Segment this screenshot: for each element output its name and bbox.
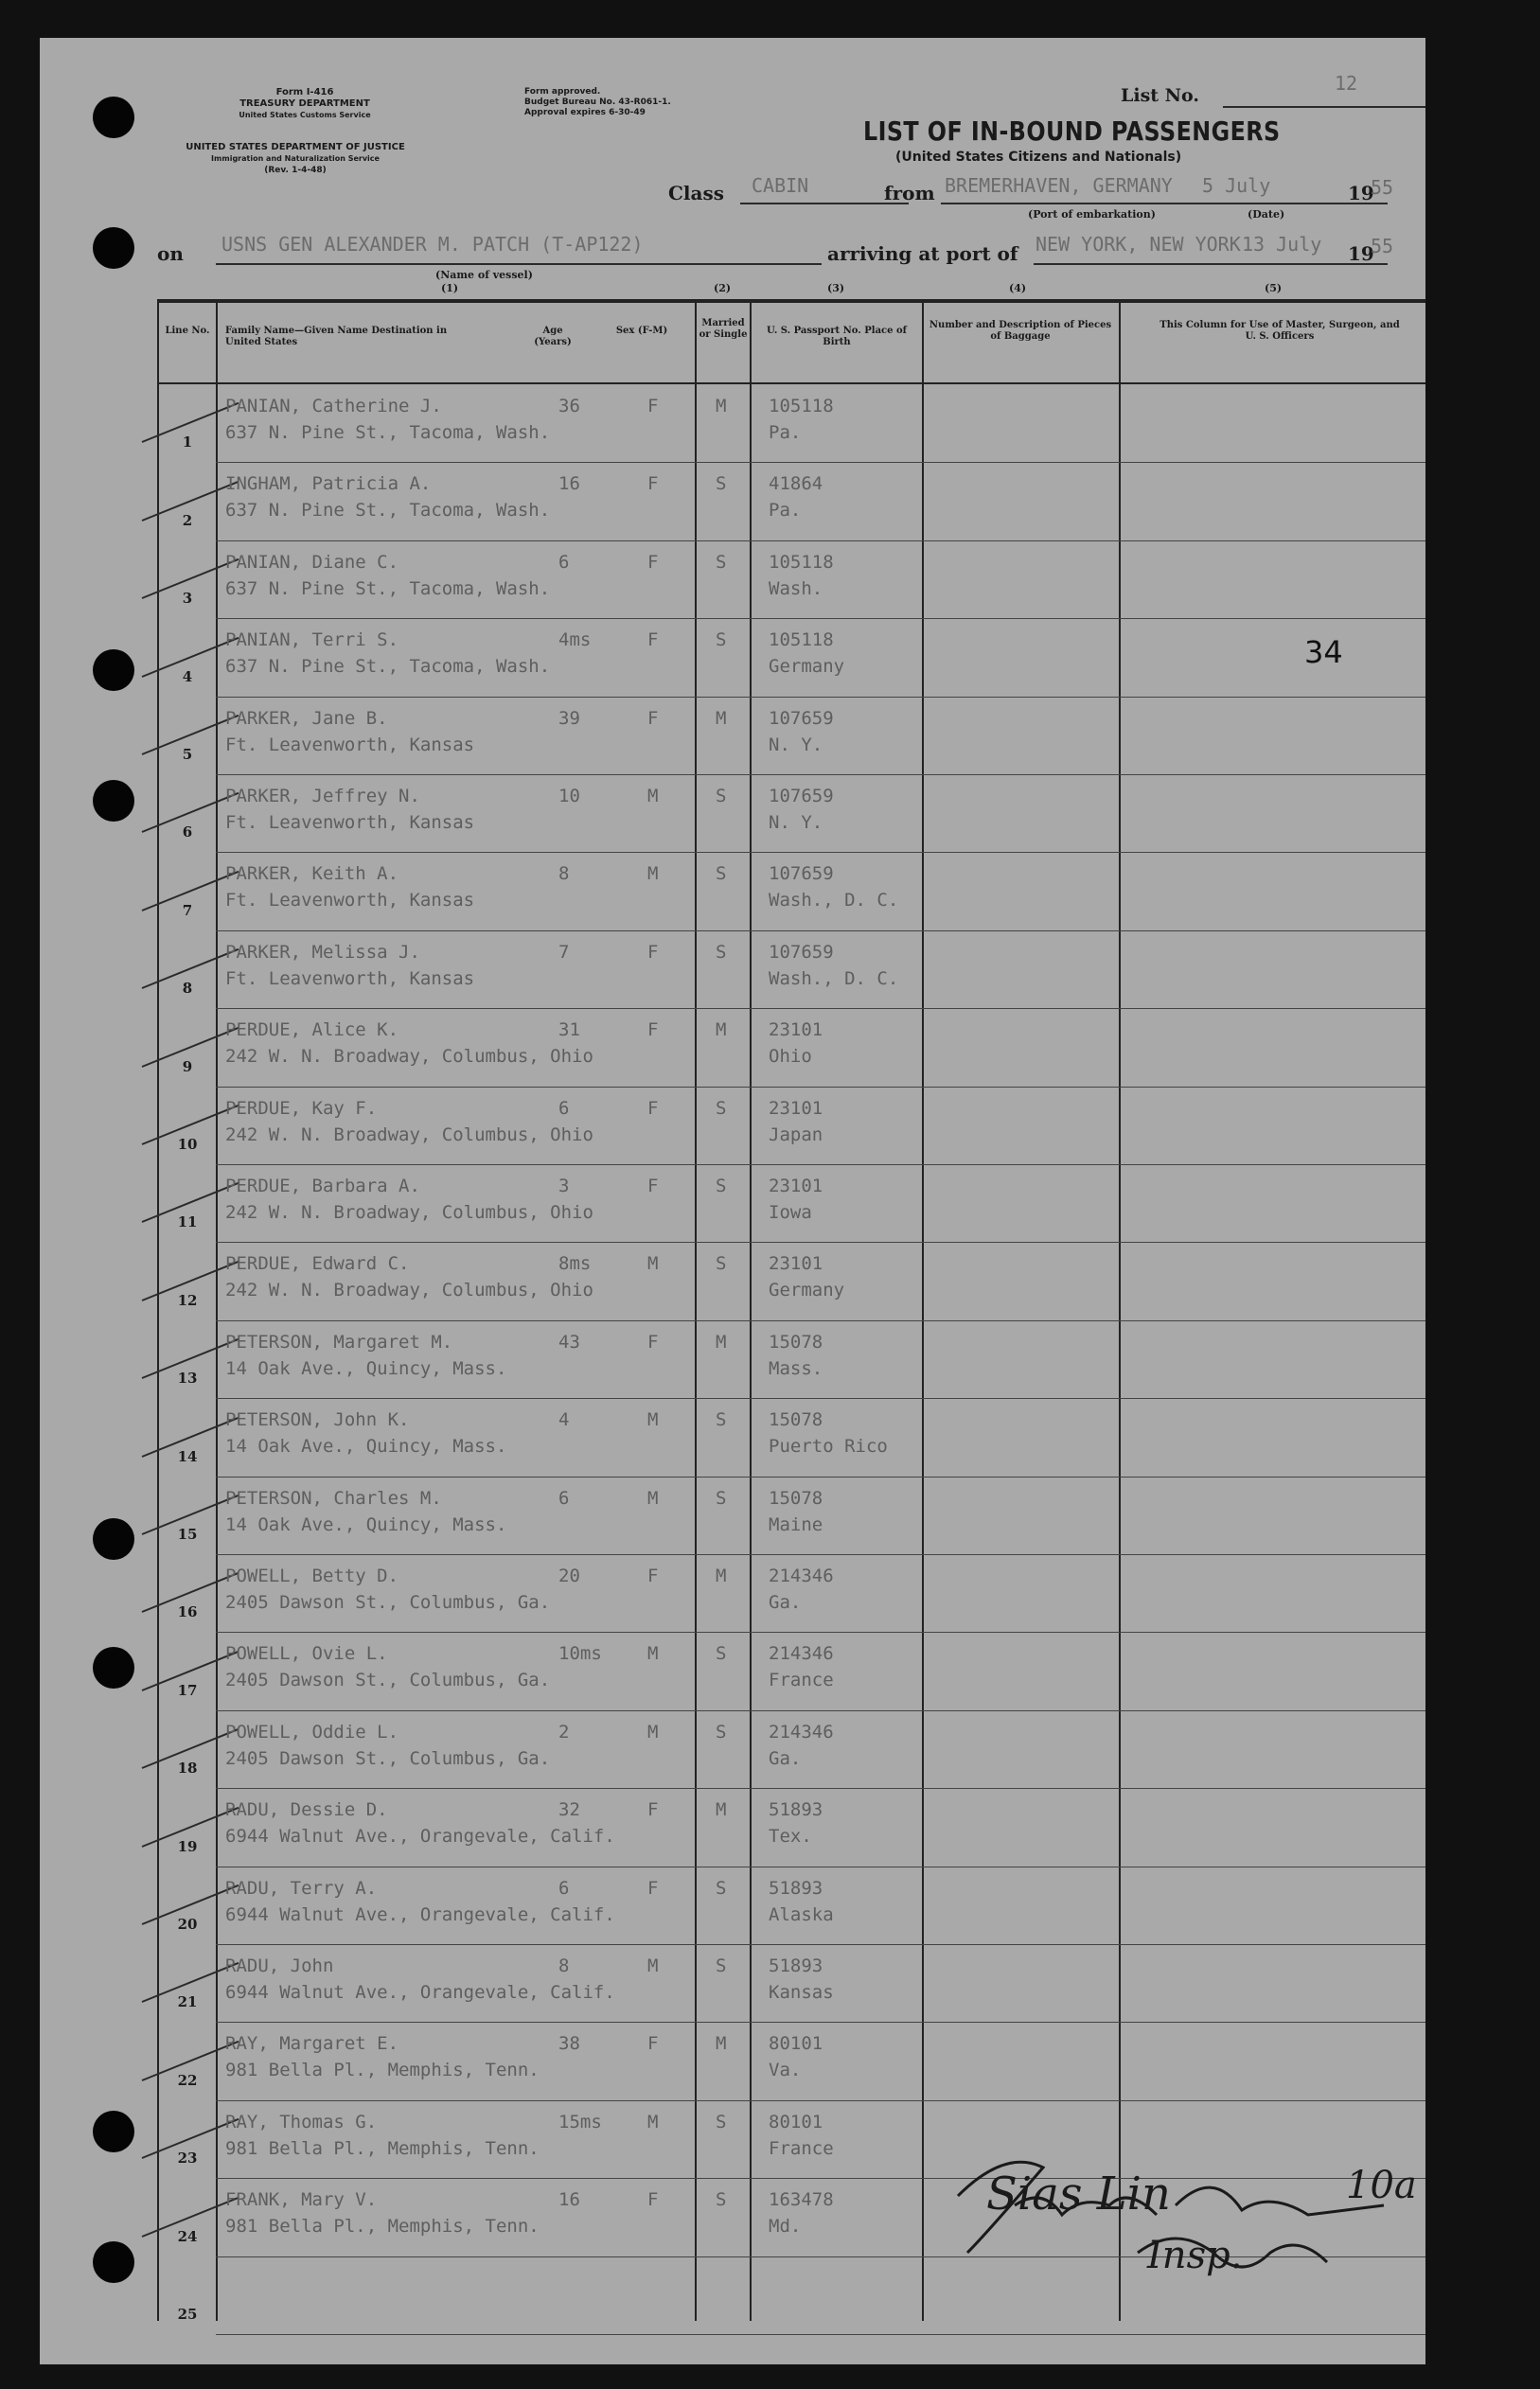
place-of-birth: N. Y. <box>769 734 823 755</box>
line-number: 7 <box>182 902 193 919</box>
class-label: Class <box>668 182 724 204</box>
passport-number: 23101 <box>769 1253 823 1274</box>
passenger-marital: S <box>716 1643 727 1664</box>
passenger-age: 7 <box>558 942 570 963</box>
ins-label: Immigration and Naturalization Service <box>211 154 380 163</box>
table-row-rule <box>216 1477 1425 1478</box>
treasury-label: TREASURY DEPARTMENT <box>239 98 370 109</box>
passenger-destination: 2405 Dawson St., Columbus, Ga. <box>225 1748 551 1769</box>
from-date: 5 July <box>1202 174 1271 197</box>
passenger-destination: 2405 Dawson St., Columbus, Ga. <box>225 1592 551 1613</box>
passenger-sex: F <box>647 473 659 494</box>
passenger-sex: F <box>647 629 659 650</box>
passenger-sex: M <box>647 1643 659 1664</box>
passenger-age: 38 <box>558 2033 580 2054</box>
place-of-birth: Mass. <box>769 1358 823 1379</box>
place-of-birth: Ga. <box>769 1748 802 1769</box>
col-num-3: (3) <box>827 282 845 294</box>
place-of-birth: Wash., D. C. <box>769 968 899 989</box>
line-number: 5 <box>182 746 193 763</box>
passenger-age: 8 <box>558 863 570 884</box>
passport-number: 80101 <box>769 2033 823 2054</box>
passenger-marital: S <box>716 629 727 650</box>
year2-prefix: 19 <box>1348 242 1374 265</box>
passenger-sex: F <box>647 708 659 729</box>
passenger-destination: 637 N. Pine St., Tacoma, Wash. <box>225 500 551 521</box>
passenger-marital: S <box>716 1409 727 1430</box>
form-number: Form I-416 <box>275 87 334 97</box>
passenger-sex: M <box>647 786 659 806</box>
col-num-1: (1) <box>441 282 459 294</box>
vessel-caption: (Name of vessel) <box>435 269 533 281</box>
place-of-birth: Germany <box>769 656 845 677</box>
place-of-birth: Ohio <box>769 1046 812 1067</box>
passenger-sex: F <box>647 1098 659 1119</box>
table-head-rule <box>157 382 1425 384</box>
place-of-birth: Japan <box>769 1124 823 1145</box>
passport-number: 41864 <box>769 473 823 494</box>
line-number: 1 <box>182 434 193 451</box>
line-number: 16 <box>177 1603 198 1620</box>
passenger-name: PERDUE, Barbara A. <box>225 1176 420 1196</box>
passenger-destination: 6944 Walnut Ave., Orangevale, Calif. <box>225 1826 615 1847</box>
passenger-sex: M <box>647 2112 659 2132</box>
passenger-destination: 981 Bella Pl., Memphis, Tenn. <box>225 2060 540 2080</box>
signature-graphic <box>929 2130 1422 2319</box>
passenger-name: RAY, Thomas G. <box>225 2112 378 2132</box>
passenger-name: RAY, Margaret E. <box>225 2033 399 2054</box>
passenger-age: 2 <box>558 1722 570 1743</box>
passenger-sex: M <box>647 1722 659 1743</box>
table-row-rule <box>216 1320 1425 1321</box>
table-row-rule <box>216 1087 1425 1088</box>
passenger-destination: Ft. Leavenworth, Kansas <box>225 734 475 755</box>
passenger-destination: 242 W. N. Broadway, Columbus, Ohio <box>225 1280 593 1301</box>
passenger-destination: 242 W. N. Broadway, Columbus, Ohio <box>225 1202 593 1223</box>
passenger-marital: M <box>716 1332 727 1353</box>
passenger-marital: S <box>716 1878 727 1899</box>
table-row-rule <box>216 1710 1425 1711</box>
table-row-rule <box>216 1788 1425 1789</box>
place-of-birth: Wash. <box>769 578 823 599</box>
signature <box>929 2130 1422 2319</box>
passenger-marital: S <box>716 942 727 963</box>
table-row-rule <box>216 2100 1425 2101</box>
passport-number: 214346 <box>769 1722 834 1743</box>
passenger-age: 36 <box>558 396 580 416</box>
passenger-sex: M <box>647 863 659 884</box>
passport-number: 105118 <box>769 396 834 416</box>
passenger-destination: 981 Bella Pl., Memphis, Tenn. <box>225 2138 540 2159</box>
list-no-value: 12 <box>1335 72 1358 95</box>
passenger-name: PARKER, Jane B. <box>225 708 388 729</box>
signature-sub: Insp. <box>1147 2234 1243 2277</box>
passenger-age: 3 <box>558 1176 570 1196</box>
col-num-5: (5) <box>1265 282 1283 294</box>
line-number: 4 <box>182 668 193 685</box>
punch-hole <box>93 780 134 822</box>
year-prefix: 19 <box>1348 182 1374 204</box>
signature-text: Sias Lin <box>986 2168 1171 2221</box>
line-number: 15 <box>177 1526 198 1543</box>
vessel-rule <box>216 263 822 265</box>
place-of-birth: Puerto Rico <box>769 1436 888 1457</box>
passenger-sex: F <box>647 1332 659 1353</box>
place-of-birth: Wash., D. C. <box>769 890 899 911</box>
line-number: 18 <box>177 1760 198 1777</box>
line-number: 3 <box>182 590 193 607</box>
passenger-marital: M <box>716 396 727 416</box>
passport-number: 51893 <box>769 1799 823 1820</box>
table-row-rule <box>216 1398 1425 1399</box>
on-label: on <box>157 242 184 265</box>
line-number: 23 <box>177 2150 198 2167</box>
passenger-sex: M <box>647 1253 659 1274</box>
budget-label: Budget Bureau No. 43-R061-1. <box>524 97 671 107</box>
passport-number: 23101 <box>769 1098 823 1119</box>
table-row-rule <box>216 618 1425 619</box>
col-head-name: Family Name—Given Name Destination in United States <box>225 326 448 347</box>
passenger-destination: 981 Bella Pl., Memphis, Tenn. <box>225 2216 540 2237</box>
line-number: 6 <box>182 823 193 841</box>
passport-number: 15078 <box>769 1409 823 1430</box>
line-number: 25 <box>177 2306 198 2323</box>
passenger-sex: M <box>647 1409 659 1430</box>
passenger-destination: 637 N. Pine St., Tacoma, Wash. <box>225 578 551 599</box>
date-caption: (Date) <box>1248 208 1285 221</box>
passenger-name: RADU, Dessie D. <box>225 1799 388 1820</box>
passenger-sex: F <box>647 942 659 963</box>
passenger-age: 6 <box>558 552 570 573</box>
customs-label: United States Customs Service <box>239 111 371 119</box>
passenger-destination: 6944 Walnut Ave., Orangevale, Calif. <box>225 1982 615 2003</box>
col-num-2: (2) <box>714 282 732 294</box>
passenger-destination: Ft. Leavenworth, Kansas <box>225 812 475 833</box>
arrive-port: NEW YORK, NEW YORK <box>1036 233 1241 256</box>
passport-number: 107659 <box>769 863 834 884</box>
punch-hole <box>93 227 134 269</box>
table-row-rule <box>216 540 1425 541</box>
list-no-label: List No. <box>1121 85 1199 106</box>
passenger-age: 39 <box>558 708 580 729</box>
line-number: 13 <box>177 1370 198 1387</box>
passenger-name: POWELL, Oddie L. <box>225 1722 399 1743</box>
punch-hole <box>93 2111 134 2152</box>
punch-hole <box>93 1647 134 1689</box>
passenger-age: 10 <box>558 786 580 806</box>
table-row-rule <box>216 1944 1425 1945</box>
line-number: 10 <box>177 1136 198 1153</box>
passenger-name: PANIAN, Catherine J. <box>225 396 442 416</box>
punch-hole <box>93 1518 134 1560</box>
line-number: 24 <box>177 2228 198 2245</box>
passenger-destination: 6944 Walnut Ave., Orangevale, Calif. <box>225 1904 615 1925</box>
passenger-name: RADU, John <box>225 1955 334 1976</box>
passenger-name: RADU, Terry A. <box>225 1878 378 1899</box>
passport-number: 107659 <box>769 708 834 729</box>
passenger-name: PARKER, Keith A. <box>225 863 399 884</box>
passenger-marital: S <box>716 1722 727 1743</box>
passenger-age: 8ms <box>558 1253 592 1274</box>
class-value: CABIN <box>752 174 809 197</box>
table-row-rule <box>216 930 1425 931</box>
place-of-birth: Tex. <box>769 1826 812 1847</box>
passenger-marital: S <box>716 1253 727 1274</box>
passport-number: 23101 <box>769 1176 823 1196</box>
passenger-marital: S <box>716 552 727 573</box>
punch-hole <box>93 2241 134 2283</box>
passenger-destination: Ft. Leavenworth, Kansas <box>225 890 475 911</box>
justice-block <box>144 142 447 176</box>
col-head-baggage: Number and Description of Pieces of Baggage <box>929 320 1112 342</box>
from-rule <box>941 203 1388 204</box>
passenger-marital: M <box>716 1566 727 1586</box>
passenger-age: 10ms <box>558 1643 602 1664</box>
arrive-date: 13 July <box>1242 233 1322 256</box>
col-head-line: Line No. <box>165 326 210 336</box>
table-col-line <box>157 299 159 2321</box>
table-row-rule <box>216 1242 1425 1243</box>
table-col-line <box>750 299 752 2321</box>
passport-number: 163478 <box>769 2189 834 2210</box>
passenger-marital: S <box>716 2112 727 2132</box>
passport-number: 15078 <box>769 1332 823 1353</box>
table-col-line <box>695 299 697 2321</box>
passport-number: 105118 <box>769 629 834 650</box>
place-of-birth: Pa. <box>769 500 802 521</box>
place-of-birth: Va. <box>769 2060 802 2080</box>
table-row-rule <box>216 2022 1425 2023</box>
passport-number: 51893 <box>769 1955 823 1976</box>
place-of-birth: Maine <box>769 1514 823 1535</box>
officer-note: 34 <box>1304 634 1343 670</box>
passenger-sex: F <box>647 1799 659 1820</box>
passenger-name: PERDUE, Edward C. <box>225 1253 410 1274</box>
place-of-birth: Md. <box>769 2216 802 2237</box>
passenger-sex: F <box>647 552 659 573</box>
approved-label: Form approved. <box>524 87 601 97</box>
vessel-name: USNS GEN ALEXANDER M. PATCH (T-AP122) <box>221 233 644 256</box>
document-page <box>40 38 1425 2364</box>
col-head-passport: U. S. Passport No. Place of Birth <box>767 326 907 347</box>
passenger-age: 6 <box>558 1098 570 1119</box>
line-number: 12 <box>177 1292 198 1309</box>
col-head-sex: Sex (F-M) <box>615 326 668 336</box>
passenger-destination: 637 N. Pine St., Tacoma, Wash. <box>225 656 551 677</box>
line-number: 22 <box>177 2072 198 2089</box>
col-num-4: (4) <box>1009 282 1027 294</box>
passenger-sex: F <box>647 1176 659 1196</box>
passenger-age: 32 <box>558 1799 580 1820</box>
passenger-marital: M <box>716 1799 727 1820</box>
table-row-rule <box>216 1632 1425 1633</box>
passenger-age: 16 <box>558 2189 580 2210</box>
passenger-name: POWELL, Betty D. <box>225 1566 399 1586</box>
passenger-name: PANIAN, Terri S. <box>225 629 399 650</box>
place-of-birth: Germany <box>769 1280 845 1301</box>
passenger-name: PERDUE, Kay F. <box>225 1098 378 1119</box>
table-row-rule <box>216 1164 1425 1165</box>
passenger-age: 4 <box>558 1409 570 1430</box>
from-label: from <box>884 182 935 204</box>
passenger-sex: F <box>647 2189 659 2210</box>
table-row-rule <box>216 774 1425 775</box>
col-head-officers: This Column for Use of Master, Surgeon, and U. S. Officers <box>1159 320 1400 342</box>
passenger-age: 4ms <box>558 629 592 650</box>
place-of-birth: Pa. <box>769 422 802 443</box>
page-title: LIST OF IN-BOUND PASSENGERS <box>863 115 1281 147</box>
passport-number: 214346 <box>769 1566 834 1586</box>
passenger-name: PERDUE, Alice K. <box>225 1019 399 1040</box>
passenger-marital: S <box>716 473 727 494</box>
passenger-name: PANIAN, Diane C. <box>225 552 399 573</box>
table-col-line <box>216 299 218 2321</box>
line-number: 20 <box>177 1916 198 1933</box>
signature-number: 10a <box>1346 2164 1417 2207</box>
passenger-age: 20 <box>558 1566 580 1586</box>
passenger-name: FRANK, Mary V. <box>225 2189 378 2210</box>
line-number: 9 <box>182 1058 193 1075</box>
passenger-age: 16 <box>558 473 580 494</box>
place-of-birth: France <box>769 1670 834 1690</box>
passport-number: 80101 <box>769 2112 823 2132</box>
page-subtitle: (United States Citizens and Nationals) <box>895 150 1182 165</box>
passenger-name: PETERSON, John K. <box>225 1409 410 1430</box>
passenger-name: PETERSON, Charles M. <box>225 1488 442 1509</box>
from-value: BREMERHAVEN, GERMANY <box>945 174 1173 197</box>
passenger-destination: 14 Oak Ave., Quincy, Mass. <box>225 1514 507 1535</box>
expires-label: Approval expires 6-30-49 <box>524 108 646 117</box>
passenger-destination: 14 Oak Ave., Quincy, Mass. <box>225 1358 507 1379</box>
table-col-line <box>922 299 924 2321</box>
line-number: 21 <box>177 1993 198 2010</box>
passenger-destination: 637 N. Pine St., Tacoma, Wash. <box>225 422 551 443</box>
line-number: 8 <box>182 980 193 997</box>
table-row-rule <box>216 1008 1425 1009</box>
table-row-rule <box>216 697 1425 698</box>
table-row-rule <box>216 852 1425 853</box>
passport-number: 23101 <box>769 1019 823 1040</box>
passenger-marital: M <box>716 708 727 729</box>
passenger-age: 15ms <box>558 2112 602 2132</box>
passenger-name: PARKER, Melissa J. <box>225 942 420 963</box>
place-of-birth: Iowa <box>769 1202 812 1223</box>
passenger-marital: S <box>716 863 727 884</box>
passenger-name: POWELL, Ovie L. <box>225 1643 388 1664</box>
passenger-destination: 2405 Dawson St., Columbus, Ga. <box>225 1670 551 1690</box>
arriving-label: arriving at port of <box>827 242 1018 265</box>
passport-number: 107659 <box>769 786 834 806</box>
arrive-rule <box>1034 263 1388 265</box>
passenger-age: 6 <box>558 1878 570 1899</box>
table-row-rule <box>216 2334 1425 2335</box>
passport-number: 105118 <box>769 552 834 573</box>
passenger-age: 43 <box>558 1332 580 1353</box>
table-row-rule <box>216 462 1425 463</box>
table-col-line <box>1119 299 1121 2321</box>
passenger-marital: S <box>716 1955 727 1976</box>
col-head-age: Age (Years) <box>534 326 572 347</box>
approval-block <box>524 87 671 118</box>
passport-number: 107659 <box>769 942 834 963</box>
place-of-birth: N. Y. <box>769 812 823 833</box>
passenger-sex: M <box>647 1955 659 1976</box>
passenger-name: PETERSON, Margaret M. <box>225 1332 453 1353</box>
passenger-name: PARKER, Jeffrey N. <box>225 786 420 806</box>
rev-label: (Rev. 1-4-48) <box>264 166 327 175</box>
place-of-birth: France <box>769 2138 834 2159</box>
passenger-sex: F <box>647 2033 659 2054</box>
passenger-destination: Ft. Leavenworth, Kansas <box>225 968 475 989</box>
list-no-rule <box>1223 106 1425 108</box>
passenger-destination: 242 W. N. Broadway, Columbus, Ohio <box>225 1124 593 1145</box>
passenger-sex: F <box>647 1878 659 1899</box>
form-block <box>210 87 399 121</box>
passenger-marital: S <box>716 786 727 806</box>
punch-hole <box>93 649 134 691</box>
year-suffix: 55 <box>1371 176 1394 199</box>
passenger-sex: F <box>647 396 659 416</box>
line-number: 14 <box>177 1448 198 1465</box>
passenger-name: INGHAM, Patricia A. <box>225 473 432 494</box>
passenger-marital: S <box>716 1488 727 1509</box>
passenger-age: 31 <box>558 1019 580 1040</box>
col-head-married: Married or Single <box>699 318 748 340</box>
justice-label: UNITED STATES DEPARTMENT OF JUSTICE <box>186 142 405 152</box>
place-of-birth: Kansas <box>769 1982 834 2003</box>
line-number: 11 <box>177 1213 198 1230</box>
passenger-marital: S <box>716 1176 727 1196</box>
passenger-sex: M <box>647 1488 659 1509</box>
passport-number: 214346 <box>769 1643 834 1664</box>
passenger-destination: 14 Oak Ave., Quincy, Mass. <box>225 1436 507 1457</box>
passenger-age: 6 <box>558 1488 570 1509</box>
passport-number: 51893 <box>769 1878 823 1899</box>
passenger-marital: M <box>716 2033 727 2054</box>
passenger-age: 8 <box>558 1955 570 1976</box>
year2-suffix: 55 <box>1371 235 1394 257</box>
passenger-sex: F <box>647 1019 659 1040</box>
punch-hole <box>93 97 134 138</box>
line-number: 2 <box>182 512 193 529</box>
passenger-sex: F <box>647 1566 659 1586</box>
place-of-birth: Ga. <box>769 1592 802 1613</box>
port-embark-caption: (Port of embarkation) <box>1028 208 1156 221</box>
passenger-marital: M <box>716 1019 727 1040</box>
passenger-marital: S <box>716 1098 727 1119</box>
table-row-rule <box>216 1554 1425 1555</box>
place-of-birth: Alaska <box>769 1904 834 1925</box>
table-top-rule <box>157 299 1425 303</box>
passenger-destination: 242 W. N. Broadway, Columbus, Ohio <box>225 1046 593 1067</box>
line-number: 19 <box>177 1838 198 1855</box>
passport-number: 15078 <box>769 1488 823 1509</box>
passenger-marital: S <box>716 2189 727 2210</box>
line-number: 17 <box>177 1682 198 1699</box>
